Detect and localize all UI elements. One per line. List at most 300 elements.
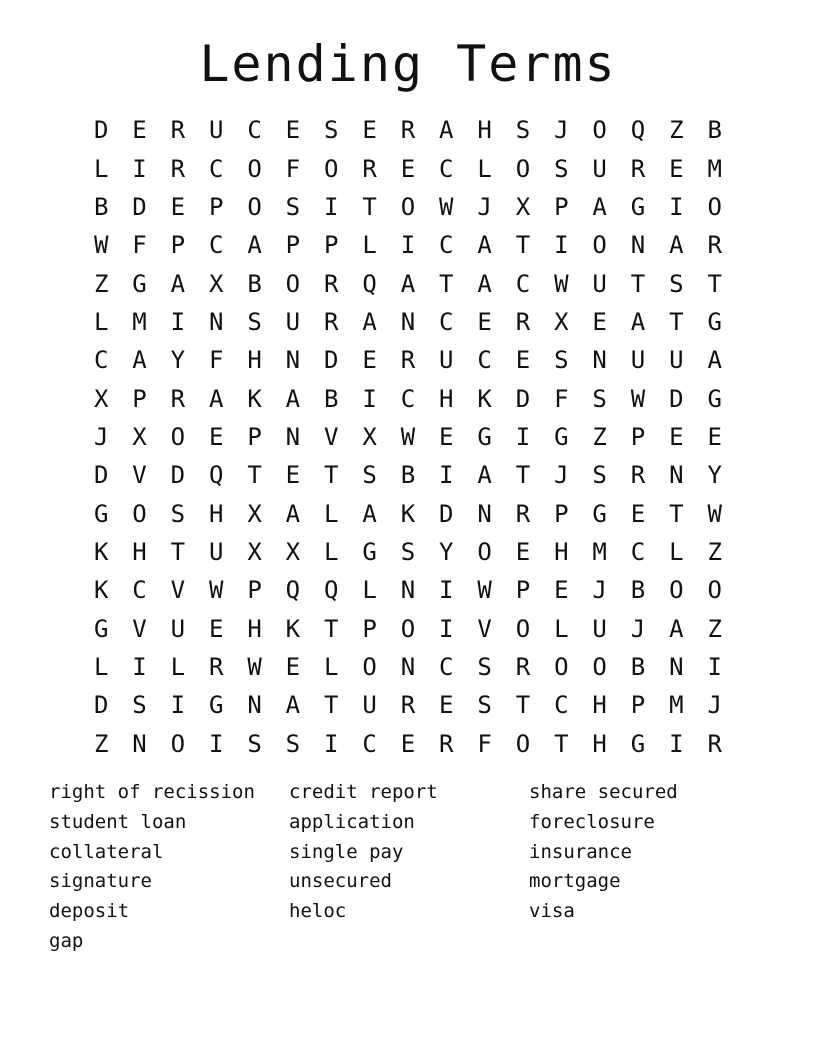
grid-letter: Q	[362, 269, 377, 298]
grid-row	[82, 494, 734, 532]
grid-row	[82, 188, 734, 226]
grid-letter: I	[669, 192, 684, 221]
grid-letter: A	[630, 307, 646, 336]
grid-letter: I	[439, 576, 454, 605]
grid-letter: Q	[324, 576, 339, 605]
grid-letter: E	[132, 116, 147, 145]
grid-row	[82, 456, 734, 494]
grid-letter: F	[208, 346, 224, 375]
grid-row	[82, 686, 734, 724]
grid-letter: O	[515, 729, 531, 758]
grid-letter: W	[247, 652, 262, 681]
grid-letter: D	[132, 192, 147, 221]
word-bank-item: share secured	[529, 781, 678, 803]
grid-letter: U	[170, 614, 186, 643]
grid-letter: R	[170, 116, 186, 145]
grid-letter: I	[324, 729, 339, 758]
grid-letter: C	[208, 231, 224, 260]
grid-letter: E	[439, 691, 454, 720]
word-bank-item: right of recission	[49, 781, 255, 803]
grid-letter: U	[592, 614, 607, 643]
grid-letter: C	[515, 269, 531, 298]
grid-letter: G	[93, 499, 109, 528]
grid-letter: P	[247, 576, 262, 605]
grid-letter: Z	[669, 116, 684, 145]
grid-row	[82, 111, 734, 149]
grid-letter: G	[554, 422, 569, 451]
grid-letter: J	[630, 614, 646, 643]
grid-letter: J	[554, 116, 569, 145]
grid-letter: O	[707, 576, 722, 605]
grid-letter: L	[554, 614, 569, 643]
grid-letter: L	[362, 576, 377, 605]
grid-letter: T	[170, 537, 186, 566]
grid-letter: F	[132, 231, 147, 260]
grid-letter: Z	[93, 269, 109, 298]
grid-letter: B	[93, 192, 109, 221]
grid-row	[82, 264, 734, 302]
grid-row	[82, 379, 734, 417]
grid-letter: E	[515, 537, 531, 566]
grid-letter: X	[554, 307, 569, 336]
grid-letter: N	[630, 231, 646, 260]
grid-letter: R	[170, 154, 186, 183]
grid-letter: R	[515, 307, 531, 336]
grid-letter: S	[285, 729, 301, 758]
grid-letter: O	[515, 154, 531, 183]
word-bank-item: deposit	[49, 900, 130, 923]
grid-letter: O	[170, 729, 186, 758]
grid-letter: A	[362, 307, 377, 336]
grid-letter: C	[247, 116, 262, 145]
grid-letter: O	[592, 231, 607, 260]
grid-letter: S	[285, 192, 301, 221]
grid-letter: R	[515, 652, 531, 681]
grid-letter: R	[630, 461, 646, 490]
grid-letter: B	[707, 116, 722, 145]
grid-letter: A	[592, 192, 607, 221]
grid-letter: S	[554, 154, 569, 183]
grid-letter: O	[515, 614, 531, 643]
grid-letter: D	[324, 346, 339, 375]
grid-letter: G	[132, 269, 147, 298]
grid-letter: S	[362, 461, 377, 490]
grid-letter: R	[208, 652, 224, 681]
grid-letter: U	[630, 346, 646, 375]
grid-letter: L	[93, 652, 109, 681]
grid-letter: I	[132, 652, 147, 681]
grid-letter: M	[592, 537, 607, 566]
grid-letter: G	[707, 384, 722, 413]
grid-letter: O	[592, 652, 607, 681]
grid-letter: Z	[707, 537, 722, 566]
grid-letter: P	[630, 691, 646, 720]
grid-letter: P	[630, 422, 646, 451]
grid-letter: G	[362, 537, 377, 566]
grid-letter: O	[285, 269, 301, 298]
grid-letter: T	[515, 691, 531, 720]
grid-letter: H	[554, 537, 569, 566]
grid-row	[82, 418, 734, 456]
grid-row	[82, 149, 734, 187]
grid-letter: U	[208, 537, 224, 566]
grid-letter: L	[477, 154, 492, 183]
word-bank-item: application	[289, 810, 415, 833]
grid-letter: K	[93, 537, 109, 566]
grid-letter: A	[285, 691, 301, 720]
grid-letter: K	[247, 384, 262, 413]
grid-letter: K	[477, 384, 492, 413]
letter-grid	[82, 111, 734, 763]
grid-letter: S	[515, 116, 531, 145]
grid-letter: E	[554, 576, 569, 605]
grid-letter: N	[132, 729, 147, 758]
grid-letter: X	[132, 422, 147, 451]
grid-letter: L	[362, 231, 377, 260]
grid-letter: G	[630, 729, 646, 758]
grid-letter: O	[669, 576, 684, 605]
grid-letter: E	[707, 422, 722, 451]
grid-letter: X	[285, 537, 301, 566]
grid-letter: E	[515, 346, 531, 375]
grid-row	[82, 226, 734, 264]
grid-letter: A	[170, 269, 186, 298]
grid-letter: E	[669, 422, 684, 451]
grid-letter: C	[554, 691, 569, 720]
word-bank-item: single pay	[289, 840, 404, 863]
grid-letter: B	[630, 576, 646, 605]
grid-letter: I	[669, 729, 684, 758]
grid-letter: I	[170, 307, 186, 336]
grid-letter: O	[554, 652, 569, 681]
grid-letter: P	[515, 576, 531, 605]
grid-letter: B	[247, 269, 262, 298]
grid-letter: R	[170, 384, 186, 413]
grid-letter: P	[554, 499, 569, 528]
grid-letter: D	[439, 499, 454, 528]
grid-letter: N	[669, 652, 684, 681]
grid-letter: D	[170, 461, 186, 490]
grid-letter: P	[132, 384, 147, 413]
grid-letter: J	[477, 192, 492, 221]
grid-letter: E	[208, 422, 224, 451]
grid-letter: L	[93, 154, 109, 183]
grid-letter: B	[400, 461, 416, 490]
grid-letter: N	[400, 307, 416, 336]
grid-letter: T	[515, 461, 531, 490]
grid-letter: Q	[630, 116, 646, 145]
grid-letter: O	[400, 192, 416, 221]
grid-letter: A	[285, 499, 301, 528]
grid-letter: S	[324, 116, 339, 145]
grid-letter: A	[669, 231, 684, 260]
grid-letter: H	[132, 537, 147, 566]
grid-letter: S	[132, 691, 147, 720]
grid-letter: F	[477, 729, 492, 758]
grid-letter: A	[477, 231, 492, 260]
grid-letter: D	[93, 691, 109, 720]
grid-letter: A	[669, 614, 684, 643]
grid-letter: C	[439, 652, 454, 681]
grid-letter: I	[707, 652, 722, 681]
grid-letter: E	[285, 116, 301, 145]
grid-letter: V	[170, 576, 186, 605]
grid-letter: T	[324, 461, 339, 490]
grid-letter: V	[324, 422, 339, 451]
grid-letter: N	[285, 346, 301, 375]
grid-letter: E	[285, 652, 301, 681]
grid-letter: V	[132, 461, 147, 490]
word-bank	[49, 778, 769, 957]
grid-letter: S	[170, 499, 186, 528]
grid-letter: A	[247, 231, 262, 260]
grid-letter: Y	[707, 461, 722, 490]
grid-letter: J	[592, 576, 607, 605]
grid-letter: Z	[93, 729, 109, 758]
grid-letter: I	[515, 422, 531, 451]
word-bank-item: visa	[529, 900, 575, 923]
grid-letter: H	[247, 614, 262, 643]
grid-letter: N	[208, 307, 224, 336]
grid-letter: N	[477, 499, 492, 528]
grid-letter: G	[630, 192, 646, 221]
grid-letter: U	[362, 691, 377, 720]
grid-letter: C	[630, 537, 646, 566]
grid-letter: I	[362, 384, 377, 413]
grid-letter: I	[132, 154, 147, 183]
grid-letter: V	[132, 614, 147, 643]
grid-letter: G	[592, 499, 607, 528]
grid-letter: S	[669, 269, 684, 298]
grid-letter: P	[208, 192, 224, 221]
grid-letter: O	[132, 499, 147, 528]
grid-letter: K	[400, 499, 416, 528]
grid-letter: A	[362, 499, 377, 528]
grid-letter: I	[324, 192, 339, 221]
grid-letter: J	[554, 461, 569, 490]
grid-letter: U	[669, 346, 684, 375]
grid-letter: W	[93, 231, 109, 260]
grid-letter: U	[285, 307, 301, 336]
grid-letter: W	[554, 269, 569, 298]
word-bank-item: student loan	[49, 810, 187, 833]
grid-letter: R	[400, 346, 416, 375]
grid-letter: T	[324, 691, 339, 720]
grid-letter: S	[592, 384, 607, 413]
grid-letter: D	[515, 384, 531, 413]
grid-letter: R	[400, 116, 416, 145]
grid-letter: O	[477, 537, 492, 566]
word-bank-item: foreclosure	[529, 810, 655, 833]
grid-letter: Q	[285, 576, 301, 605]
grid-letter: E	[208, 614, 224, 643]
grid-letter: T	[630, 269, 646, 298]
grid-letter: E	[400, 729, 416, 758]
word-bank-item: insurance	[529, 840, 632, 863]
grid-letter: U	[592, 154, 607, 183]
grid-letter: Z	[707, 614, 722, 643]
grid-letter: T	[324, 614, 339, 643]
word-bank-item: mortgage	[529, 870, 621, 893]
grid-letter: K	[93, 576, 109, 605]
grid-letter: R	[362, 154, 377, 183]
grid-letter: L	[324, 652, 339, 681]
grid-row	[82, 725, 734, 763]
grid-letter: F	[285, 154, 301, 183]
grid-letter: W	[630, 384, 646, 413]
grid-letter: H	[208, 499, 224, 528]
grid-letter: R	[707, 231, 722, 260]
word-bank-item: unsecured	[289, 870, 392, 893]
grid-letter: C	[439, 231, 454, 260]
grid-letter: A	[707, 346, 722, 375]
grid-letter: C	[400, 384, 416, 413]
grid-letter: O	[247, 192, 262, 221]
grid-letter: E	[630, 499, 646, 528]
grid-letter: R	[439, 729, 454, 758]
word-bank-item: signature	[49, 870, 152, 893]
grid-letter: T	[362, 192, 377, 221]
grid-row	[82, 341, 734, 379]
word-bank-item: collateral	[49, 840, 164, 863]
grid-letter: A	[477, 461, 492, 490]
grid-letter: E	[477, 307, 492, 336]
word-bank-item: gap	[49, 929, 84, 952]
grid-letter: N	[669, 461, 684, 490]
grid-letter: Q	[208, 461, 224, 490]
grid-letter: R	[707, 729, 722, 758]
grid-letter: C	[93, 346, 109, 375]
grid-letter: H	[592, 729, 607, 758]
grid-letter: P	[247, 422, 262, 451]
grid-letter: O	[247, 154, 262, 183]
grid-letter: E	[362, 116, 377, 145]
grid-letter: G	[208, 691, 224, 720]
word-bank-item: credit report	[289, 781, 438, 803]
grid-letter: I	[439, 461, 454, 490]
grid-letter: X	[93, 384, 109, 413]
grid-letter: N	[285, 422, 301, 451]
grid-letter: P	[362, 614, 377, 643]
grid-letter: L	[324, 499, 339, 528]
grid-letter: L	[170, 652, 186, 681]
grid-row	[82, 571, 734, 609]
grid-letter: M	[707, 154, 722, 183]
grid-letter: A	[439, 116, 454, 145]
grid-letter: D	[93, 461, 109, 490]
grid-letter: A	[285, 384, 301, 413]
grid-letter: X	[515, 192, 531, 221]
grid-letter: D	[669, 384, 684, 413]
grid-letter: B	[630, 652, 646, 681]
grid-row	[82, 303, 734, 341]
grid-letter: W	[477, 576, 492, 605]
grid-letter: T	[669, 499, 684, 528]
grid-letter: G	[93, 614, 109, 643]
grid-letter: P	[285, 231, 301, 260]
grid-letter: W	[707, 499, 722, 528]
grid-letter: R	[515, 499, 531, 528]
grid-letter: S	[477, 691, 492, 720]
grid-letter: J	[707, 691, 722, 720]
grid-letter: T	[669, 307, 684, 336]
page-title: Lending Terms	[199, 35, 617, 93]
grid-letter: C	[439, 154, 454, 183]
grid-letter: I	[208, 729, 224, 758]
grid-letter: L	[669, 537, 684, 566]
grid-letter: T	[707, 269, 722, 298]
grid-letter: R	[324, 307, 339, 336]
word-bank-item: heloc	[289, 900, 347, 923]
grid-letter: Y	[439, 537, 454, 566]
grid-letter: E	[669, 154, 684, 183]
grid-letter: B	[324, 384, 339, 413]
grid-letter: P	[170, 231, 186, 260]
grid-letter: E	[439, 422, 454, 451]
grid-letter: V	[477, 614, 492, 643]
grid-letter: M	[132, 307, 147, 336]
grid-letter: T	[247, 461, 262, 490]
grid-letter: I	[170, 691, 186, 720]
grid-letter: A	[208, 384, 224, 413]
grid-letter: X	[362, 422, 377, 451]
grid-letter: O	[707, 192, 722, 221]
grid-letter: O	[592, 116, 607, 145]
grid-letter: R	[400, 691, 416, 720]
grid-letter: A	[132, 346, 147, 375]
grid-letter: P	[554, 192, 569, 221]
grid-letter: I	[439, 614, 454, 643]
grid-letter: H	[592, 691, 607, 720]
grid-letter: N	[400, 576, 416, 605]
grid-letter: O	[324, 154, 339, 183]
grid-letter: E	[170, 192, 186, 221]
grid-letter: W	[208, 576, 224, 605]
grid-letter: U	[592, 269, 607, 298]
grid-letter: A	[477, 269, 492, 298]
grid-letter: C	[208, 154, 224, 183]
grid-letter: H	[247, 346, 262, 375]
grid-letter: H	[477, 116, 492, 145]
grid-letter: E	[362, 346, 377, 375]
grid-letter: O	[170, 422, 186, 451]
grid-letter: Z	[592, 422, 607, 451]
grid-letter: R	[324, 269, 339, 298]
grid-letter: O	[400, 614, 416, 643]
grid-letter: C	[477, 346, 492, 375]
grid-letter: H	[439, 384, 454, 413]
grid-letter: S	[400, 537, 416, 566]
grid-letter: T	[439, 269, 454, 298]
grid-row	[82, 609, 734, 647]
grid-letter: T	[515, 231, 531, 260]
grid-letter: X	[247, 537, 262, 566]
grid-letter: E	[592, 307, 607, 336]
grid-letter: S	[554, 346, 569, 375]
grid-letter: I	[400, 231, 416, 260]
grid-letter: F	[554, 384, 569, 413]
grid-letter: J	[93, 422, 109, 451]
grid-letter: L	[93, 307, 109, 336]
grid-letter: D	[93, 116, 109, 145]
grid-letter: S	[247, 729, 262, 758]
grid-row	[82, 648, 734, 686]
grid-letter: N	[247, 691, 262, 720]
grid-letter: S	[592, 461, 607, 490]
grid-row	[82, 533, 734, 571]
grid-letter: U	[208, 116, 224, 145]
grid-letter: N	[592, 346, 607, 375]
